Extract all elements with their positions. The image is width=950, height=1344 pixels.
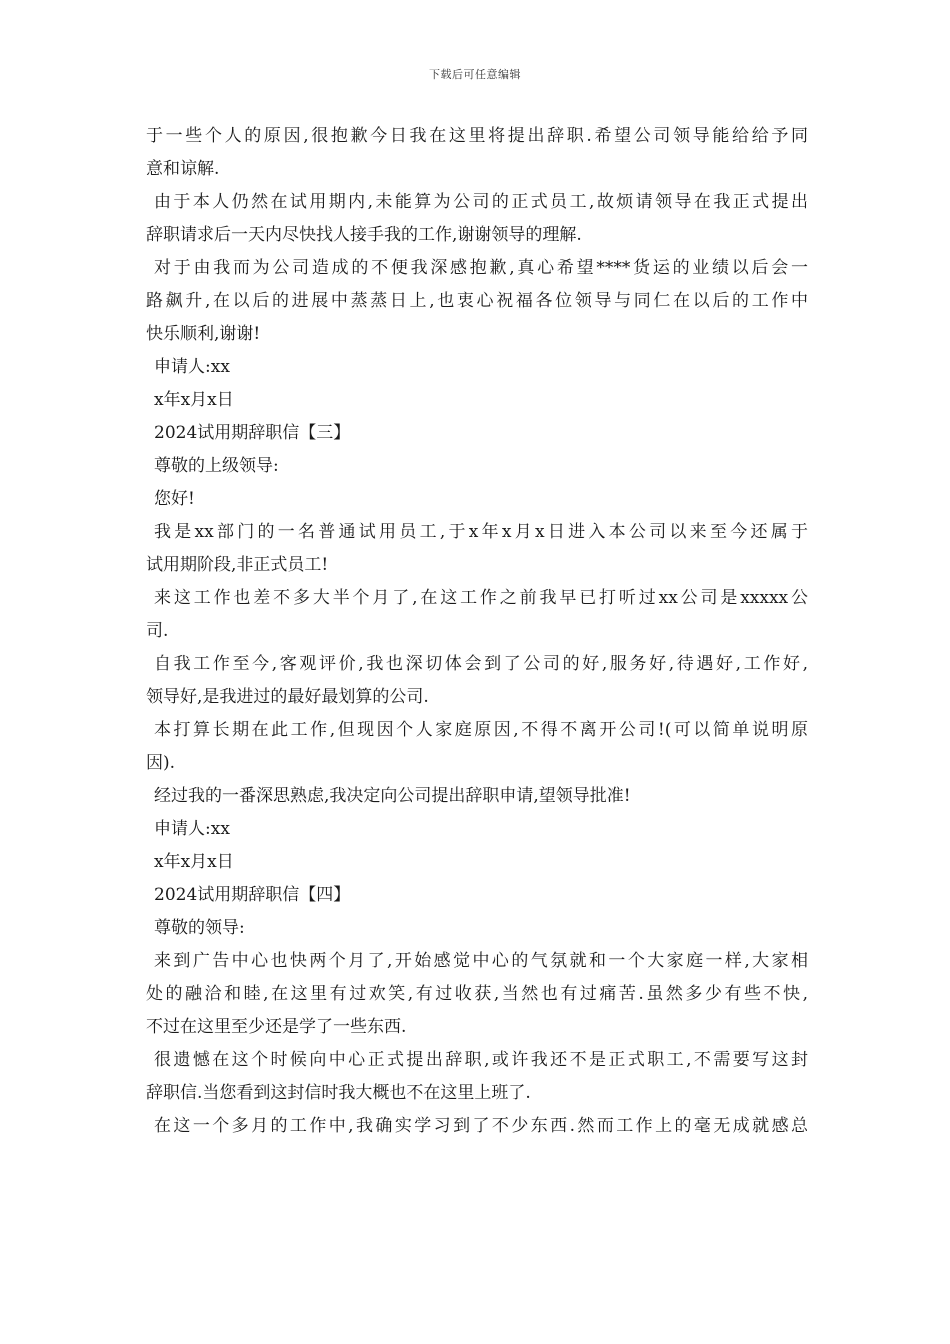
text-line: 来到广告中心也快两个月了,开始感觉中心的气氛就和一个大家庭一样,大家相 [154, 951, 808, 971]
text-line: 意和谅解. [146, 159, 220, 179]
text-line: 不过在这里至少还是学了一些东西. [146, 1017, 407, 1037]
text-line: 辞职请求后一天内尽快找人接手我的工作,谢谢领导的理解. [146, 225, 582, 245]
text-line: 我是xx部门的一名普通试用员工,于x年x月x日进入本公司以来至今还属于 [154, 522, 808, 542]
text-line: 对于由我而为公司造成的不便我深感抱歉,真心希望****货运的业绩以后会一 [154, 258, 808, 278]
text-line: 自我工作至今,客观评价,我也深切体会到了公司的好,服务好,待遇好,工作好, [154, 654, 808, 674]
text-line: 处的融洽和睦,在这里有过欢笑,有过收获,当然也有过痛苦.虽然多少有些不快, [146, 984, 808, 1004]
document-body [146, 120, 808, 1143]
text-line: 快乐顺利,谢谢! [146, 324, 261, 344]
text-line: 尊敬的领导: [154, 918, 245, 938]
text-line: x年x月x日 [154, 390, 234, 410]
text-line: 尊敬的上级领导: [154, 456, 279, 476]
text-line: 领导好,是我进过的最好最划算的公司. [146, 687, 429, 707]
text-line: 由于本人仍然在试用期内,未能算为公司的正式员工,故烦请领导在我正式提出 [154, 192, 808, 212]
text-line: 经过我的一番深思熟虑,我决定向公司提出辞职申请,望领导批准! [154, 786, 631, 806]
text-line: 司. [146, 621, 169, 641]
text-line: 于一些个人的原因,很抱歉今日我在这里将提出辞职.希望公司领导能给给予同 [146, 126, 808, 146]
text-line: 您好! [154, 489, 195, 509]
text-line: 来这工作也差不多大半个月了,在这工作之前我早已打听过xx公司是xxxxx公 [154, 588, 808, 608]
text-line: 本打算长期在此工作,但现因个人家庭原因,不得不离开公司!(可以简单说明原 [154, 720, 808, 740]
page-header-note: 下载后可任意编辑 [429, 68, 521, 81]
text-line: 因). [146, 753, 176, 773]
text-line: 辞职信.当您看到这封信时我大概也不在这里上班了. [146, 1083, 531, 1103]
text-line: 申请人:xx [154, 357, 230, 377]
text-line: 申请人:xx [154, 819, 230, 839]
text-line: 试用期阶段,非正式员工! [146, 555, 329, 575]
text-line: 在这一个多月的工作中,我确实学习到了不少东西.然而工作上的毫无成就感总 [154, 1116, 808, 1136]
text-line: 2024试用期辞职信【四】 [154, 885, 351, 905]
text-line: 路飙升,在以后的进展中蒸蒸日上,也衷心祝福各位领导与同仁在以后的工作中 [146, 291, 808, 311]
text-line: 很遗憾在这个时候向中心正式提出辞职,或许我还不是正式职工,不需要写这封 [154, 1050, 808, 1070]
text-line: x年x月x日 [154, 852, 234, 872]
text-line: 2024试用期辞职信【三】 [154, 423, 351, 443]
